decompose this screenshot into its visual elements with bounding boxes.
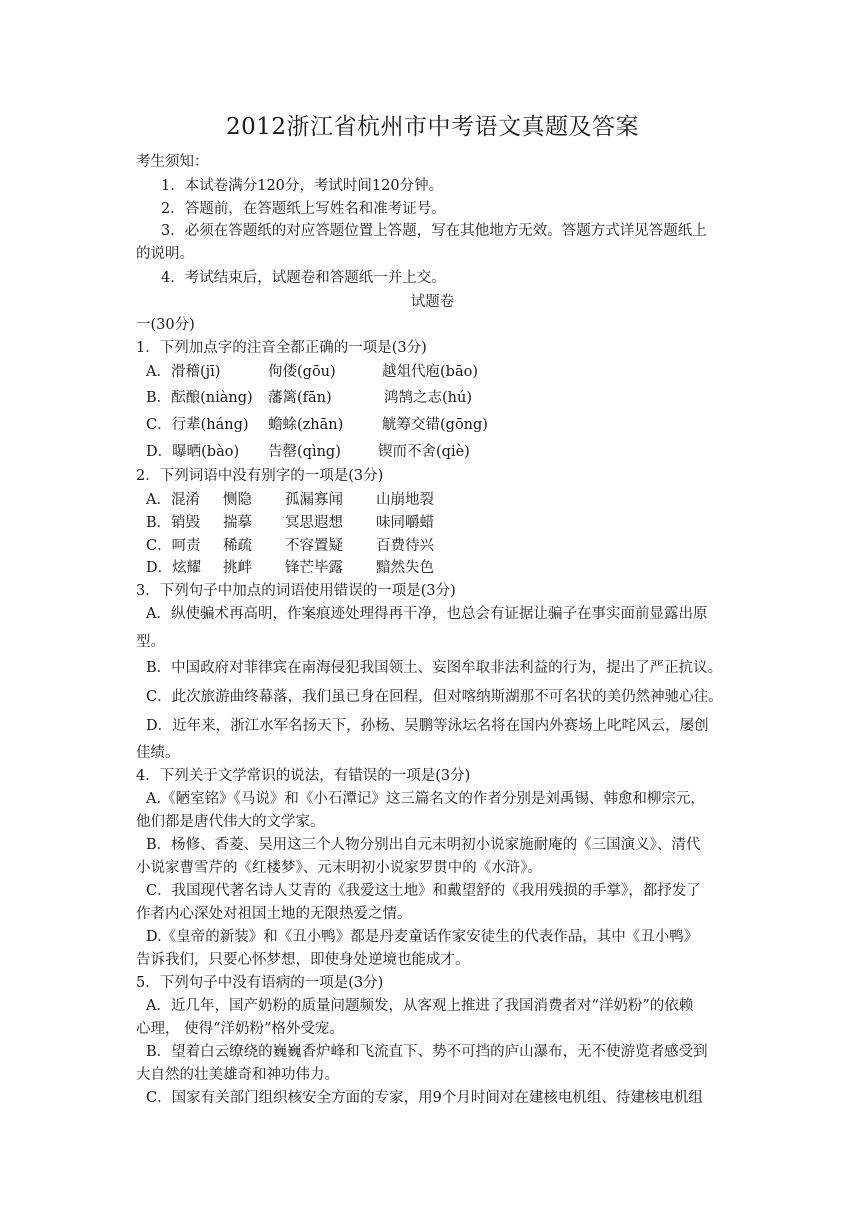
option-word: 藩篱(fān) [268, 390, 332, 406]
option-text-continued: 告诉我们，只要心怀梦想，即使身处逆境也能成才。 [136, 952, 470, 968]
question-stem: 1．下列加点字的注音全都正确的一项是(3分) [136, 340, 427, 356]
option-word: 鸿鹄之志(hú) [384, 390, 472, 406]
option-word: 冥思遐想 [285, 515, 343, 531]
option-word: D．曝晒(bào) [146, 444, 240, 460]
option-text: A．纵使骗术再高明，作案痕迹处理得再干净，也总会有证据让骗子在事实面前显露出原 [146, 606, 708, 622]
option-word: 恻隐 [223, 492, 252, 508]
option-word: 告罄(qìng) [268, 444, 341, 460]
q2-option-b [146, 513, 434, 533]
option-word: 孤漏寡闻 [285, 492, 343, 508]
option-text: D.《皇帝的新装》和《丑小鸭》都是丹麦童话作家安徒生的代表作品，其中《丑小鸭》 [146, 929, 699, 945]
question-stem: 2．下列词语中没有别字的一项是(3分) [136, 468, 384, 484]
option-text-continued: 心理， 使得“洋奶粉”格外受宠。 [136, 1021, 344, 1037]
notice-item-continued: 的说明。 [136, 246, 194, 262]
question-stem: 3．下列句子中加点的词语使用错误的一项是(3分) [136, 583, 456, 599]
option-word: 不容置疑 [285, 538, 343, 554]
question-stem: 5．下列句子中没有语病的一项是(3分) [136, 975, 384, 991]
option-word: 山崩地裂 [376, 492, 434, 508]
option-text: C．国家有关部门组织核安全方面的专家，用9个月时间对在建核电机组、待建核电机组 [146, 1090, 703, 1106]
option-text-continued: 他们都是唐代伟大的文学家。 [136, 814, 325, 830]
option-word: 挑衅 [223, 560, 252, 576]
notice-item: 4．考试结束后，试题卷和答题纸一并上交。 [161, 270, 446, 286]
notice-item: 1．本试卷满分120分，考试时间120分钟。 [161, 178, 444, 194]
option-word: B．酝酿(niàng) [146, 390, 253, 406]
option-word: 黯然失色 [376, 560, 434, 576]
option-word: 佝偻(gōu) [268, 364, 336, 380]
option-word: A．滑稽(jī) [146, 364, 221, 380]
q2-option-d [146, 558, 434, 578]
q1-option-a [146, 362, 478, 382]
q1-option-b [146, 388, 472, 408]
option-text: D．近年来，浙江水军名扬天下，孙杨、吴鹏等泳坛名将在国内外赛场上叱咤风云，屡创 [146, 718, 709, 734]
option-word: 蟾蜍(zhān) [268, 417, 344, 433]
option-text-continued: 大自然的壮美雄奇和神功伟力。 [136, 1067, 339, 1083]
option-text: B．望着白云缭绕的巍巍香炉峰和飞流直下、势不可挡的庐山瀑布，无不使游览者感受到 [146, 1044, 708, 1060]
q1-option-c [146, 415, 488, 435]
option-word: 觥筹交错(gōng) [382, 417, 488, 433]
option-word: C．呵责 [146, 538, 201, 554]
option-word: 越俎代庖(bāo) [382, 364, 478, 380]
option-text: B．杨修、香菱、吴用这三个人物分别出自元末明初小说家施耐庵的《三国演义》、清代 [146, 837, 701, 853]
option-word: C．行辈(háng) [146, 417, 249, 433]
option-text: A.《陋室铭》《马说》和《小石潭记》这三篇名文的作者分别是刘禹锡、韩愈和柳宗元， [146, 791, 705, 807]
option-word: D．炫耀 [146, 560, 202, 576]
option-text-continued: 作者内心深处对祖国土地的无限热爱之情。 [136, 906, 412, 922]
q2-option-a [146, 490, 434, 510]
option-text-continued: 型。 [136, 634, 165, 650]
option-text: A．近几年，国产奶粉的质量问题频发，从客观上推进了我国消费者对“洋奶粉”的依赖 [146, 998, 694, 1014]
option-word: B．销毁 [146, 515, 201, 531]
question-stem: 4．下列关于文学常识的说法，有错误的一项是(3分) [136, 768, 471, 784]
option-word: 稀疏 [223, 538, 252, 554]
paper-label: 试题卷 [410, 294, 455, 310]
option-word: 揣摹 [223, 515, 252, 531]
q1-option-d [146, 442, 470, 462]
document-title: 2012浙江省杭州市中考语文真题及答案 [225, 114, 640, 140]
option-text: C．此次旅游曲终幕落，我们虽已身在回程，但对喀纳斯湖那不可名状的美仍然神驰心往。 [146, 689, 723, 705]
option-word: 锲而不舍(qiè) [378, 444, 470, 460]
option-text-continued: 佳绩。 [136, 745, 180, 761]
option-word: A．混淆 [146, 492, 200, 508]
q2-option-c [146, 536, 434, 556]
option-text-continued: 小说家曹雪芹的《红楼梦》、元末明初小说家罗贯中的《水浒》。 [136, 860, 542, 876]
option-text: C．我国现代著名诗人艾青的《我爱这土地》和戴望舒的《我用残损的手掌》，都抒发了 [146, 883, 701, 899]
option-text: B．中国政府对菲律宾在南海侵犯我国领土、妄图牟取非法利益的行为，提出了严正抗议。 [146, 660, 723, 676]
option-word: 百费待兴 [376, 538, 434, 554]
option-word: 味同嚼蜡 [376, 515, 434, 531]
notice-item: 3．必须在答题纸的对应答题位置上答题，写在其他地方无效。答题方式详见答题纸上 [161, 223, 707, 239]
notice-item: 2．答题前，在答题纸上写姓名和准考证号。 [161, 201, 446, 217]
notice-heading: 考生须知： [136, 154, 209, 170]
option-word: 锋芒毕露 [285, 560, 343, 576]
section-heading: 一(30分) [136, 317, 195, 333]
